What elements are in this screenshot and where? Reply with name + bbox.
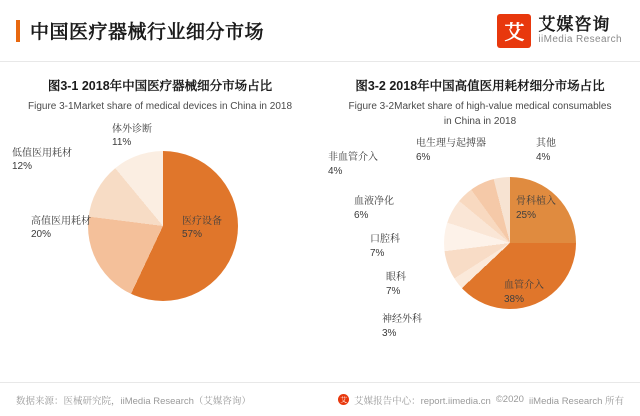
brand-text — [538, 16, 622, 46]
chart1-label-3: 体外诊断 11% — [112, 123, 152, 148]
brand-name-cn: 艾媒咨询 — [538, 14, 611, 34]
chart2-label-3: 电生理与起搏器 6% — [416, 138, 486, 163]
chart2-label-0: 血管介入 38% — [504, 280, 544, 305]
chart2-label-4: 非血管介入 4% — [328, 152, 378, 177]
brand-mark-icon: 艾 — [497, 14, 531, 48]
chart1-label-0: 医疗设备 57% — [182, 215, 222, 240]
chart1-plot — [6, 119, 314, 347]
brand-dot-icon: 艾 — [338, 394, 349, 405]
chart-panel-left — [0, 70, 320, 380]
company-text: iiMedia Research 所有 — [528, 395, 624, 407]
chart1-label-1: 高值医用耗材 20% — [31, 215, 91, 240]
chart2-label-5: 血液净化 6% — [354, 196, 394, 221]
chart1-title: 图3-1 2018年中国医疗器械细分市场占比 — [47, 79, 273, 93]
brand-logo — [497, 14, 622, 48]
chart1-label-2: 低值医用耗材 12% — [12, 147, 72, 172]
chart2-label-8: 神经外科 3% — [382, 314, 422, 339]
chart1-subtitle: Figure 3-1Market share of medical devices in China in 2018 — [27, 101, 293, 112]
chart2-subtitle: Figure 3-2Market share of high-value medical consumables in China in 2018 — [348, 101, 612, 127]
chart-panel-right — [320, 70, 640, 380]
charts-area — [0, 62, 640, 380]
title-accent-bar — [16, 20, 20, 42]
chart2-label-7: 眼科 7% — [386, 272, 406, 297]
copyright-text: ©2020 — [495, 394, 524, 405]
chart2-plot — [326, 133, 634, 361]
brand-name-en: iiMedia Research — [538, 34, 622, 46]
chart2-label-6: 口腔科 7% — [370, 234, 400, 259]
report-center-link[interactable]: 艾媒报告中心：report.iimedia.cn — [354, 395, 491, 407]
page-title: 中国医疗器械行业细分市场 — [30, 22, 265, 43]
chart2-title: 图3-2 2018年中国高值医用耗材细分市场占比 — [355, 79, 605, 93]
page-header — [0, 0, 640, 62]
chart2-label-2: 其他 4% — [536, 138, 556, 163]
chart2-label-1: 骨科植入 25% — [516, 196, 556, 221]
page-footer — [0, 382, 640, 416]
footer-right — [338, 393, 624, 407]
source-text: 数据来源：医械研究院，iiMedia Research（艾媒咨询） — [16, 395, 251, 407]
